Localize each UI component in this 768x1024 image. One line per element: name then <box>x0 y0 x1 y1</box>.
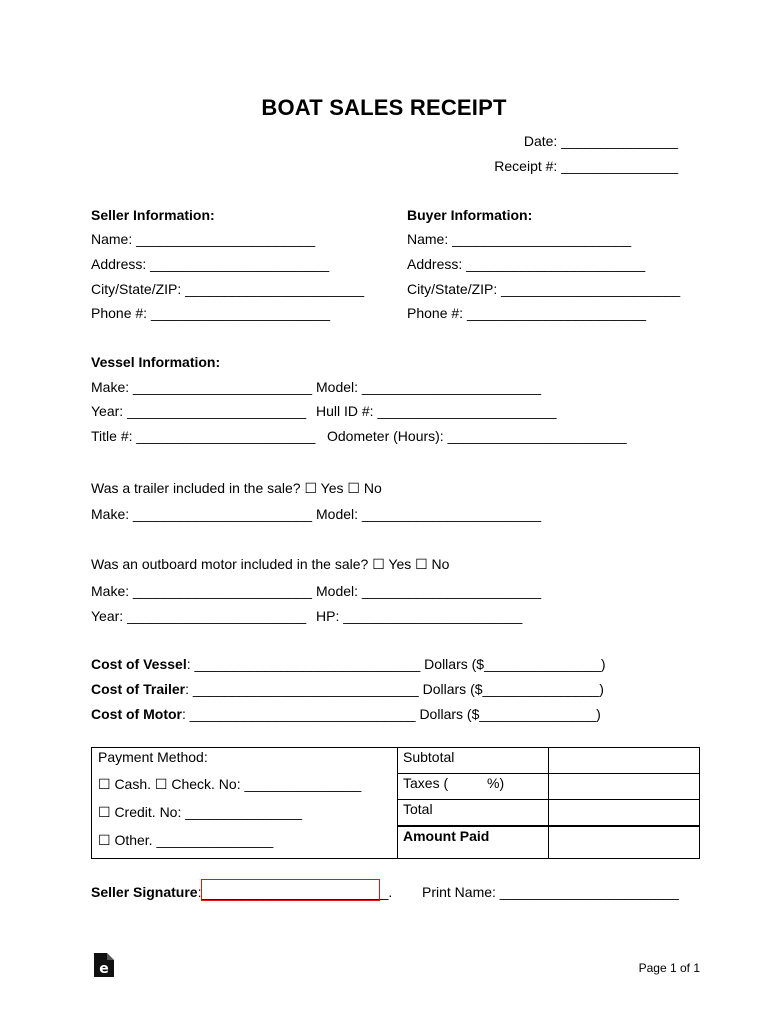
document-title: BOAT SALES RECEIPT <box>261 95 507 120</box>
buyer-phone-field[interactable]: Phone #: _______________________ <box>407 305 647 321</box>
print-name-field[interactable]: Print Name: _______________________ <box>422 884 679 900</box>
vessel-hull-id-field[interactable]: Hull ID #: _______________________ <box>316 403 557 419</box>
cash-check-option[interactable]: ☐ Cash. ☐ Check. No: _______________ <box>98 776 362 792</box>
table-divider <box>397 748 398 858</box>
vessel-year-field[interactable]: Year: _______________________ <box>91 403 307 419</box>
taxes-label: Taxes ( %) <box>403 775 505 791</box>
other-option[interactable]: ☐ Other. _______________ <box>98 832 274 848</box>
cost-of-trailer-row[interactable] <box>91 680 604 698</box>
cost-of-trailer-label: Cost of Trailer <box>91 681 186 697</box>
vessel-title-field[interactable]: Title #: _______________________ <box>91 428 316 444</box>
buyer-city-field[interactable]: City/State/ZIP: _______________________ <box>407 281 681 297</box>
svg-text:e: e <box>99 961 109 977</box>
taxes-cell[interactable] <box>549 774 699 799</box>
cost-of-motor-label: Cost of Motor <box>91 706 182 722</box>
subtotal-label: Subtotal <box>403 749 455 765</box>
amount-paid-cell[interactable] <box>549 827 699 858</box>
motor-question[interactable]: Was an outboard motor included in the sale? ☐ Yes ☐ No <box>91 556 450 572</box>
seller-signature-label: Seller Signature <box>91 884 198 900</box>
trailer-make-field[interactable]: Make: _______________________ <box>91 506 313 522</box>
eforms-logo-icon <box>93 952 115 978</box>
cost-of-trailer-field[interactable]: : _____________________________ Dollars ($_______________) <box>185 681 604 697</box>
credit-option[interactable]: ☐ Credit. No: _______________ <box>98 804 303 820</box>
page-number: Page 1 of 1 <box>638 961 700 975</box>
subtotal-cell[interactable] <box>549 748 699 773</box>
date-field[interactable]: Date: _______________ <box>523 133 678 149</box>
cost-of-motor-row[interactable] <box>91 705 601 723</box>
cost-of-vessel-field[interactable]: : _____________________________ Dollars ($_______________) <box>186 656 606 672</box>
payment-table <box>91 747 700 859</box>
motor-make-field[interactable]: Make: _______________________ <box>91 583 313 599</box>
seller-address-field[interactable]: Address: _______________________ <box>91 256 330 272</box>
total-cell[interactable] <box>549 800 699 825</box>
trailer-model-field[interactable]: Model: _______________________ <box>316 506 541 522</box>
vessel-heading: Vessel Information: <box>91 354 221 370</box>
buyer-address-field[interactable]: Address: _______________________ <box>407 256 646 272</box>
buyer-heading: Buyer Information: <box>407 207 533 223</box>
vessel-model-field[interactable]: Model: _______________________ <box>316 379 541 395</box>
seller-signature-field[interactable] <box>201 879 380 901</box>
buyer-name-field[interactable]: Name: _______________________ <box>407 231 632 247</box>
cost-of-motor-field[interactable]: : _____________________________ Dollars ($_______________) <box>181 706 601 722</box>
seller-city-field[interactable]: City/State/ZIP: _______________________ <box>91 281 365 297</box>
seller-signature-line: :________________________. <box>197 884 393 900</box>
cost-of-vessel-label: Cost of Vessel <box>91 656 187 672</box>
total-label: Total <box>403 801 433 817</box>
amount-paid-label: Amount Paid <box>403 828 490 844</box>
seller-heading: Seller Information: <box>91 207 215 223</box>
vessel-make-field[interactable]: Make: _______________________ <box>91 379 313 395</box>
motor-model-field[interactable]: Model: _______________________ <box>316 583 541 599</box>
seller-phone-field[interactable]: Phone #: _______________________ <box>91 305 331 321</box>
motor-hp-field[interactable]: HP: _______________________ <box>316 608 523 624</box>
motor-year-field[interactable]: Year: _______________________ <box>91 608 307 624</box>
vessel-odometer-field[interactable]: Odometer (Hours): _______________________ <box>327 428 627 444</box>
cost-of-vessel-row[interactable] <box>91 655 606 673</box>
seller-name-field[interactable]: Name: _______________________ <box>91 231 316 247</box>
payment-method-label: Payment Method: <box>98 749 208 765</box>
receipt-number-field[interactable]: Receipt #: _______________ <box>494 158 678 174</box>
trailer-question[interactable]: Was a trailer included in the sale? ☐ Yes ☐ No <box>91 480 382 496</box>
